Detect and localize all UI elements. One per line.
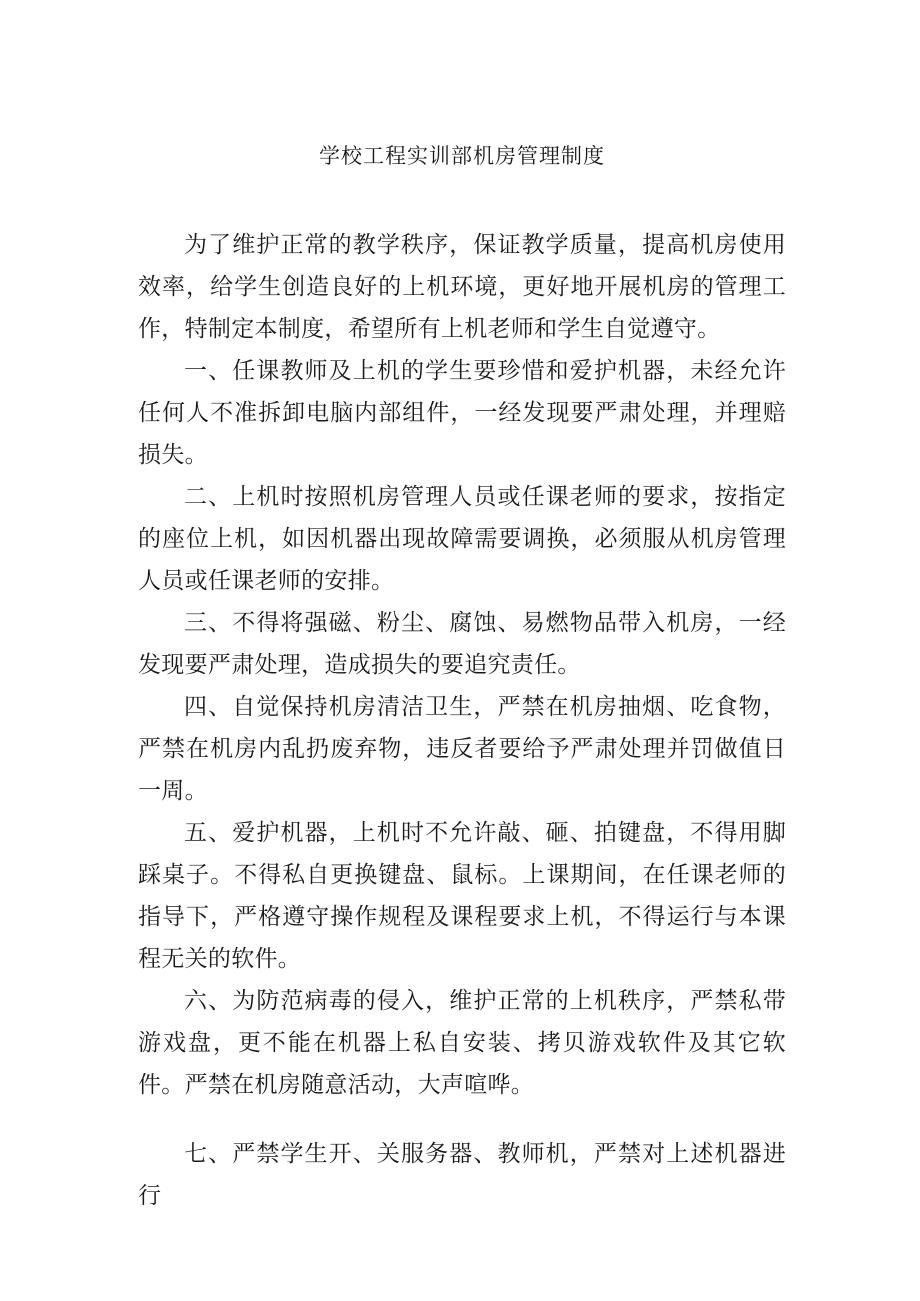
paragraph-rule-1: 一、任课教师及上机的学生要珍惜和爱护机器，未经允许任何人不准拆卸电脑内部组件，一经发现要严肃处理，并理赔损失。: [138, 358, 786, 468]
paragraph-rule-6: 六、为防范病毒的侵入，维护正常的上机秩序，严禁私带游戏盘，更不能在机器上私自安装、拷贝游戏软件及其它软件。严禁在机房随意活动，大声喧哗。: [138, 988, 786, 1098]
document-body: [138, 224, 786, 1217]
paragraph-rule-5: 五、爱护机器，上机时不允许敲、砸、拍键盘，不得用脚踩桌子。不得私自更换键盘、鼠标。上课期间，在任课老师的指导下，严格遵守操作规程及课程要求上机，不得运行与本课程无关的软件。: [138, 820, 786, 972]
document-title: 学校工程实训部机房管理制度: [319, 144, 605, 168]
paragraph-intro: 为了维护正常的教学秩序，保证教学质量，提高机房使用效率，给学生创造良好的上机环境，更好地开展机房的管理工作，特制定本制度，希望所有上机老师和学生自觉遵守。: [138, 232, 786, 342]
paragraph-rule-3: 三、不得将强磁、粉尘、腐蚀、易燃物品带入机房，一经发现要严肃处理，造成损失的要追究责任。: [138, 610, 786, 678]
paragraph-rule-4: 四、自觉保持机房清洁卫生，严禁在机房抽烟、吃食物，严禁在机房内乱扔废弃物，违反者要给予严肃处理并罚做值日一周。: [138, 694, 786, 804]
paragraph-rule-7: 七、严禁学生开、关服务器、教师机，严禁对上述机器进行: [138, 1141, 786, 1209]
paragraph-rule-2: 二、上机时按照机房管理人员或任课老师的要求，按指定的座位上机，如因机器出现故障需要调换，必须服从机房管理人员或任课老师的安排。: [138, 484, 786, 594]
